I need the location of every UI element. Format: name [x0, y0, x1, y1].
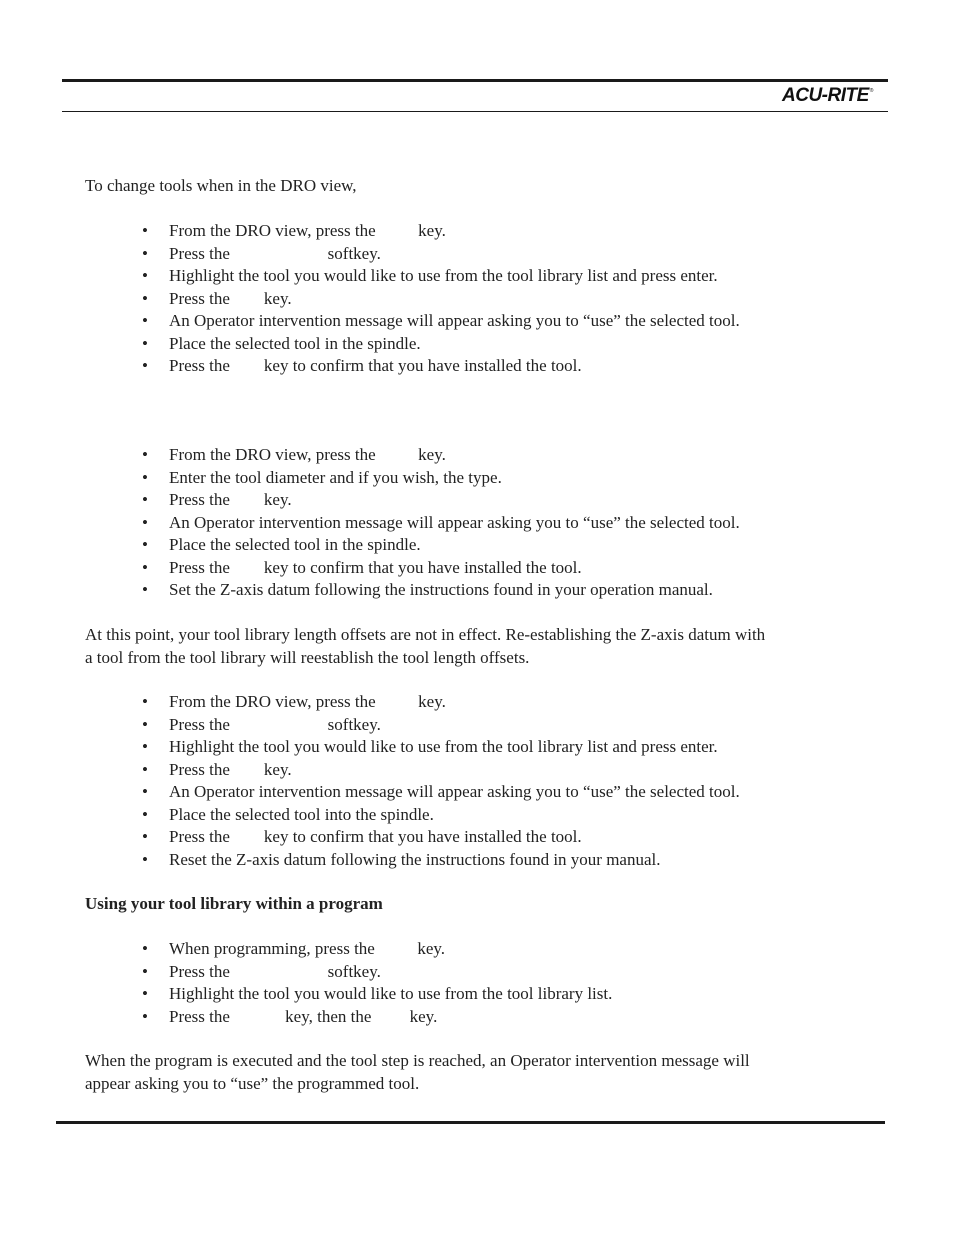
footer-rule — [56, 1121, 885, 1124]
registered-mark: ® — [869, 88, 873, 94]
program-tool-list — [0, 938, 612, 1028]
tool-change-list — [0, 220, 740, 378]
brand-logo — [782, 85, 872, 107]
list-item: • Highlight the tool you would like to use from the tool library list. — [0, 983, 612, 1006]
list-item: • An Operator intervention message will appear asking you to “use” the selected tool. — [0, 512, 740, 535]
header-rule-thick — [62, 79, 888, 82]
list-item: • Enter the tool diameter and if you wish, the type. — [0, 467, 740, 490]
reestablish-list — [0, 691, 740, 871]
list-item: • Place the selected tool in the spindle. — [0, 534, 740, 557]
list-item: • Reset the Z-axis datum following the instructions found in your manual. — [0, 849, 740, 872]
list-item: • Press the key to confirm that you have installed the tool. — [0, 826, 740, 849]
list-item: • Press the softkey. — [0, 243, 740, 266]
header-rule-thin — [62, 111, 888, 112]
list-item: • From the DRO view, press the key. — [0, 444, 740, 467]
list-item: • Highlight the tool you would like to use from the tool library list and press enter. — [0, 736, 740, 759]
brand-name: ACU-RITE — [782, 85, 869, 106]
list-item: • An Operator intervention message will appear asking you to “use” the selected tool. — [0, 310, 740, 333]
list-item: • Press the key, then the key. — [0, 1006, 612, 1029]
list-item: • Set the Z-axis datum following the instructions found in your operation manual. — [0, 579, 740, 602]
offsets-paragraph-line2: a tool from the tool library will reestablish the tool length offsets. — [85, 647, 530, 667]
program-paragraph-line2: appear asking you to “use” the programmed tool. — [85, 1073, 420, 1093]
list-item: • Press the key. — [0, 489, 740, 512]
list-item: • When programming, press the key. — [0, 938, 612, 961]
list-item: • Press the key. — [0, 759, 740, 782]
intro-text: To change tools when in the DRO view, — [85, 176, 357, 195]
list-item: • Press the softkey. — [0, 961, 612, 984]
section-heading: Using your tool library within a program — [85, 894, 383, 913]
list-item: • Press the key to confirm that you have installed the tool. — [0, 355, 740, 378]
list-item: • An Operator intervention message will appear asking you to “use” the selected tool. — [0, 781, 740, 804]
manual-tool-list — [0, 444, 740, 602]
list-item: • From the DRO view, press the key. — [0, 691, 740, 714]
list-item: • Place the selected tool into the spindle. — [0, 804, 740, 827]
list-item: • Press the softkey. — [0, 714, 740, 737]
list-item: • Press the key to confirm that you have installed the tool. — [0, 557, 740, 580]
program-paragraph-line1: When the program is executed and the tool step is reached, an Operator intervention message will — [85, 1051, 750, 1070]
list-item: • From the DRO view, press the key. — [0, 220, 740, 243]
list-item: • Press the key. — [0, 288, 740, 311]
offsets-paragraph-line1: At this point, your tool library length offsets are not in effect. Re-establishing the Z-axis datum with — [85, 625, 766, 644]
list-item: • Highlight the tool you would like to use from the tool library list and press enter. — [0, 265, 740, 288]
list-item: • Place the selected tool in the spindle. — [0, 333, 740, 356]
